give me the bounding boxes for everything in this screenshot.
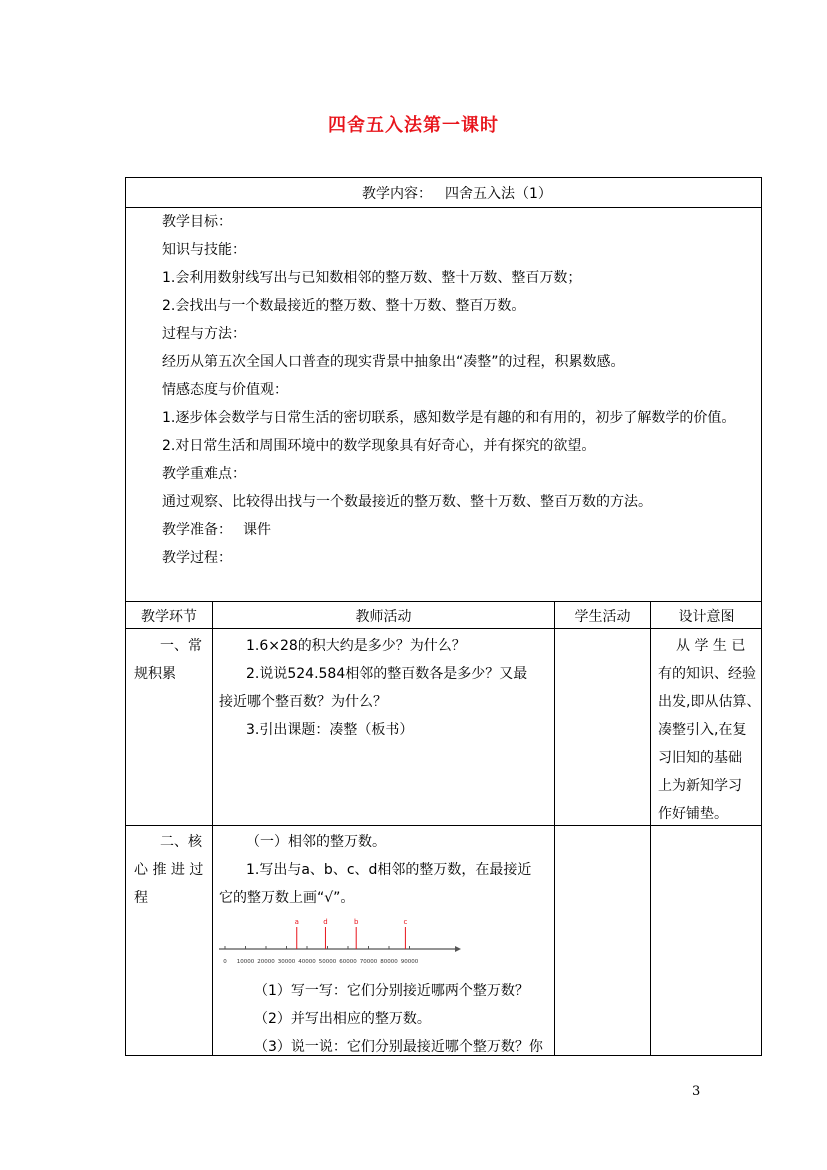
divider [125,825,762,826]
teacher-line: （2）并写出相应的整万数。 [254,1011,431,1027]
stage-line: 一、常 [160,638,202,654]
teacher-line: 1.6×28的积大约是多少？为什么？ [246,638,466,654]
knowledge-item: 1.会利用数射线写出与已知数相邻的整万数、整十万数、整百万数； [162,270,582,286]
prep-value: 课件 [243,522,271,538]
axis-arrow [455,946,461,952]
stage-line: 规积累 [134,666,176,682]
tick-label: 60000 [339,959,357,965]
teacher-line: （3）说一说：它们分别最接近哪个整万数？你 [254,1039,543,1055]
tick-label: 80000 [380,959,398,965]
process-text: 经历从第五次全国人口普查的现实背景中抽象出“凑整”的过程，积累数感。 [162,354,625,370]
process-label: 过程与方法： [162,326,246,342]
divider [212,601,213,1056]
stage-line: 程 [134,890,148,906]
tick-label: 0 [223,959,227,965]
marker-label-b: b [353,918,359,926]
marker-label-d: d [323,918,328,926]
tick-label: 90000 [400,959,419,965]
intent-line: 作好铺垫。 [658,806,728,822]
tick-label: 30000 [277,959,296,965]
content-label: 教学内容： [362,186,432,202]
tick-label: 10000 [236,959,255,965]
divider [554,601,555,1056]
tick-label: 20000 [257,959,275,965]
teacher-line: （1）写一写：它们分别接近哪两个整万数？ [254,983,529,999]
teacher-line: 接近哪个整百数？为什么？ [219,694,387,710]
teacher-line: 3.引出课题：凑整（板书） [246,722,414,738]
knowledge-label: 知识与技能： [162,242,246,258]
teacher-line: 2.说说524.584相邻的整百数各是多少？又最 [246,666,528,682]
intent-line: 上为新知学习 [658,778,742,794]
process-steps-label: 教学过程： [162,550,232,566]
page-number: 3 [692,1084,701,1099]
tick-label: 50000 [318,959,337,965]
divider [125,601,762,602]
intent-line: 习旧知的基础 [658,750,742,766]
intent-line: 从 学 生 已 [676,638,746,654]
teacher-line: 它的整万数上画“√”。 [219,890,355,906]
number-line-axis [219,946,461,952]
header-teacher: 教师活动 [355,609,412,625]
stage-line: 二、核 [160,834,202,850]
divider [125,628,762,629]
keypoint-label: 教学重难点： [162,466,246,482]
header-stage: 教学环节 [141,609,197,625]
divider [650,601,651,1056]
document-title: 四舍五入法第一课时 [328,115,499,136]
content-value: 四舍五入法（1） [445,186,552,202]
intent-line: 有的知识、经验 [658,666,756,682]
header-student: 学生活动 [574,609,631,625]
number-line-markers [295,918,408,949]
tick-label: 70000 [359,959,378,965]
stage-line: 心 推 进 过 [134,862,204,878]
intent-line: 出发,即从估算、 [658,694,761,710]
keypoint-text: 通过观察、比较得出找与一个数最接近的整万数、整十万数、整百万数的方法。 [162,494,652,510]
attitude-item: 2.对日常生活和周围环境中的数学现象具有好奇心，并有探究的欲望。 [162,438,596,454]
attitude-label: 情感态度与价值观： [162,382,288,398]
goals-label: 教学目标： [162,214,232,230]
marker-label-a: a [294,918,299,926]
marker-label-c: c [403,918,408,926]
divider [125,207,762,208]
tick-label: 40000 [298,959,316,965]
teacher-line: （一）相邻的整万数。 [246,834,386,850]
number-line [219,913,464,965]
intent-line: 凑整引入,在复 [658,722,747,738]
teacher-line: 1.写出与a、b、c、d相邻的整万数，在最接近 [246,862,532,878]
attitude-item: 1.逐步体会数学与日常生活的密切联系，感知数学是有趣的和有用的，初步了解数学的价值。 [162,410,736,426]
prep-label: 教学准备： [162,522,232,538]
header-intent: 设计意图 [678,609,735,625]
knowledge-item: 2.会找出与一个数最接近的整万数、整十万数、整百万数。 [162,298,526,314]
